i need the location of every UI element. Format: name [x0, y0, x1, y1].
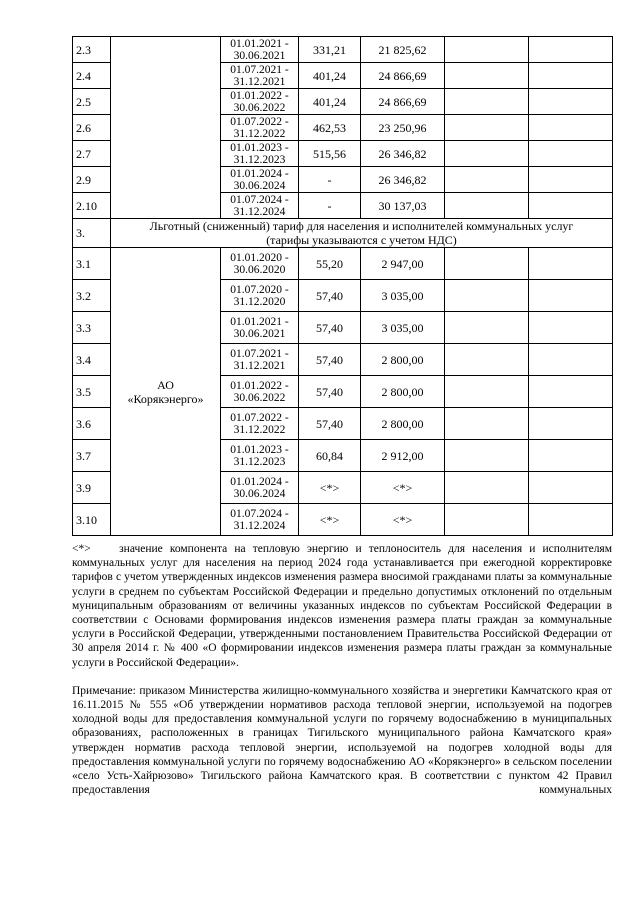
- tariff-value-2: 24 866,69: [361, 89, 445, 115]
- empty-cell: [445, 376, 529, 408]
- period-start: 01.07.2020 -: [230, 283, 289, 296]
- period-cell: [221, 344, 299, 376]
- empty-cell: [445, 37, 529, 63]
- period-start: 01.01.2024 -: [230, 475, 289, 488]
- empty-cell: [529, 193, 613, 219]
- organization-cell: [111, 248, 221, 536]
- empty-cell: [445, 63, 529, 89]
- tariff-value-2: <*>: [361, 504, 445, 536]
- row-number: 3.1: [73, 248, 111, 280]
- period-end: 31.12.2022: [233, 423, 286, 436]
- period-end: 31.12.2020: [233, 295, 286, 308]
- empty-cell: [445, 472, 529, 504]
- footnote: [72, 542, 612, 670]
- empty-cell: [445, 141, 529, 167]
- period-start: 01.01.2023 -: [230, 443, 289, 456]
- tariff-value-2: 3 035,00: [361, 280, 445, 312]
- period-end: 31.12.2021: [233, 359, 286, 372]
- tariff-value-2: 26 346,82: [361, 167, 445, 193]
- tariff-value-2: 3 035,00: [361, 312, 445, 344]
- row-number: 3.6: [73, 408, 111, 440]
- organization-name-line2: «Корякэнерго»: [127, 391, 204, 406]
- row-number: 3.9: [73, 472, 111, 504]
- tariff-value-2: 24 866,69: [361, 63, 445, 89]
- empty-cell: [529, 63, 613, 89]
- tariff-value-1: -: [299, 193, 361, 219]
- period-start: 01.01.2021 -: [230, 37, 289, 50]
- empty-cell: [445, 408, 529, 440]
- period-end: 30.06.2021: [233, 49, 286, 62]
- empty-cell: [529, 408, 613, 440]
- period-start: 01.07.2024 -: [230, 193, 289, 206]
- document-page: [72, 36, 612, 797]
- period-start: 01.01.2022 -: [230, 379, 289, 392]
- tariff-value-1: 57,40: [299, 280, 361, 312]
- period-start: 01.01.2022 -: [230, 89, 289, 102]
- tariff-value-1: -: [299, 167, 361, 193]
- empty-cell: [529, 504, 613, 536]
- organization-cell: [111, 37, 221, 219]
- row-number: 2.5: [73, 89, 111, 115]
- row-number: 3.5: [73, 376, 111, 408]
- empty-cell: [529, 167, 613, 193]
- period-start: 01.01.2023 -: [230, 141, 289, 154]
- tariff-value-2: <*>: [361, 472, 445, 504]
- tariff-value-2: 2 800,00: [361, 344, 445, 376]
- tariff-value-1: <*>: [299, 504, 361, 536]
- organization-name-line1: АО: [157, 377, 174, 392]
- empty-cell: [529, 280, 613, 312]
- period-start: 01.07.2021 -: [230, 63, 289, 76]
- period-end: 31.12.2024: [233, 205, 286, 218]
- notes-section: [72, 542, 612, 797]
- period-start: 01.07.2021 -: [230, 347, 289, 360]
- tariff-value-1: <*>: [299, 472, 361, 504]
- period-end: 30.06.2024: [233, 179, 286, 192]
- tariff-table: [72, 36, 613, 536]
- remark-paragraph: Примечание: приказом Министерства жилищно-коммунального хозяйства и энергетики Камчатского края от 16.11.2015 № 555 «Об утверждении нормативов расхода тепловой энергии, используемой на подогрев холодной воды для предоставления коммунальной услуги по горячему водоснабжению в муниципальных образованиях, расположенных в границах Тигильского муниципального района Камчатского края» утвержден норматив расхода тепловой энергии, используемой на подогрев холодной воды для предоставления коммунальной услуги по горячему водоснабжению АО «Корякэнерго» в сельском поселении «село Усть-Хайрюзово» Тигильского района Камчатского края. В соответствии с пунктом 42 Правил предоставления коммунальных: [72, 684, 612, 797]
- period-cell: [221, 63, 299, 89]
- tariff-value-1: 515,56: [299, 141, 361, 167]
- period-cell: [221, 504, 299, 536]
- empty-cell: [445, 89, 529, 115]
- period-end: 30.06.2020: [233, 263, 286, 276]
- tariff-value-2: 26 346,82: [361, 141, 445, 167]
- empty-cell: [529, 376, 613, 408]
- period-cell: [221, 141, 299, 167]
- empty-cell: [445, 280, 529, 312]
- row-number: 2.9: [73, 167, 111, 193]
- empty-cell: [445, 167, 529, 193]
- period-end: 31.12.2022: [233, 127, 286, 140]
- period-end: 30.06.2022: [233, 391, 286, 404]
- row-number: 2.6: [73, 115, 111, 141]
- tariff-value-1: 57,40: [299, 408, 361, 440]
- period-end: 31.12.2023: [233, 153, 286, 166]
- empty-cell: [445, 504, 529, 536]
- period-end: 31.12.2024: [233, 519, 286, 532]
- period-cell: [221, 376, 299, 408]
- empty-cell: [529, 115, 613, 141]
- tariff-value-1: 331,21: [299, 37, 361, 63]
- row-number: 2.4: [73, 63, 111, 89]
- section-number: 3.: [73, 219, 111, 248]
- empty-cell: [529, 37, 613, 63]
- period-cell: [221, 115, 299, 141]
- period-cell: [221, 37, 299, 63]
- tariff-value-2: 2 947,00: [361, 248, 445, 280]
- empty-cell: [445, 193, 529, 219]
- period-cell: [221, 248, 299, 280]
- section-title: Льготный (сниженный) тариф для населения и исполнителей коммунальных услуг (тарифы указываются с учетом НДС): [111, 219, 613, 248]
- period-start: 01.01.2021 -: [230, 315, 289, 328]
- tariff-value-2: 2 800,00: [361, 376, 445, 408]
- period-cell: [221, 89, 299, 115]
- row-number: 3.7: [73, 440, 111, 472]
- row-number: 3.4: [73, 344, 111, 376]
- table-row: [73, 248, 613, 280]
- footnote-text: значение компонента на тепловую энергию и теплоноситель для населения и исполнителям коммунальных услуг для населения на период 2024 года устанавливается при ежегодной корректировке тарифов с учетом утвержденных индексов изменения размера вносимой гражданами платы за коммунальные услуги в среднем по субъектам Российской Федерации и предельно допустимых отклонений по отдельным муниципальным образованиям от величины указанных индексов по субъектам Российской Федерации в соответствии с Основами формирования индексов изменения размера платы граждан за коммунальные услуги в Российской Федерации, утвержденными постановлением Правительства Российской Федерации от 30 апреля 2014 г. № 400 «О формировании индексов изменения размера платы граждан за коммунальные услуги в Российской Федерации».: [72, 543, 612, 669]
- row-number: 2.10: [73, 193, 111, 219]
- tariff-value-1: 60,84: [299, 440, 361, 472]
- period-cell: [221, 472, 299, 504]
- period-cell: [221, 408, 299, 440]
- footnote-mark: <*>: [72, 543, 91, 555]
- period-end: 31.12.2023: [233, 455, 286, 468]
- empty-cell: [529, 89, 613, 115]
- empty-cell: [529, 472, 613, 504]
- table-row: [73, 37, 613, 63]
- empty-cell: [529, 344, 613, 376]
- empty-cell: [529, 312, 613, 344]
- tariff-value-1: 401,24: [299, 63, 361, 89]
- tariff-value-1: 55,20: [299, 248, 361, 280]
- empty-cell: [529, 141, 613, 167]
- period-end: 30.06.2021: [233, 327, 286, 340]
- period-end: 31.12.2021: [233, 75, 286, 88]
- tariff-value-2: 23 250,96: [361, 115, 445, 141]
- row-number: 3.10: [73, 504, 111, 536]
- period-cell: [221, 167, 299, 193]
- empty-cell: [445, 248, 529, 280]
- period-start: 01.01.2024 -: [230, 167, 289, 180]
- tariff-value-1: 462,53: [299, 115, 361, 141]
- period-cell: [221, 312, 299, 344]
- period-start: 01.07.2022 -: [230, 411, 289, 424]
- period-cell: [221, 280, 299, 312]
- empty-cell: [445, 440, 529, 472]
- period-cell: [221, 193, 299, 219]
- empty-cell: [445, 344, 529, 376]
- period-start: 01.01.2020 -: [230, 251, 289, 264]
- empty-cell: [529, 440, 613, 472]
- row-number: 3.2: [73, 280, 111, 312]
- row-number: 2.3: [73, 37, 111, 63]
- period-end: 30.06.2024: [233, 487, 286, 500]
- empty-cell: [445, 115, 529, 141]
- tariff-value-1: 401,24: [299, 89, 361, 115]
- row-number: 2.7: [73, 141, 111, 167]
- section-header-row: [73, 219, 613, 248]
- empty-cell: [529, 248, 613, 280]
- tariff-value-2: 2 800,00: [361, 408, 445, 440]
- empty-cell: [445, 312, 529, 344]
- tariff-value-1: 57,40: [299, 344, 361, 376]
- period-end: 30.06.2022: [233, 101, 286, 114]
- tariff-value-1: 57,40: [299, 312, 361, 344]
- tariff-value-2: 2 912,00: [361, 440, 445, 472]
- period-cell: [221, 440, 299, 472]
- tariff-value-2: 30 137,03: [361, 193, 445, 219]
- row-number: 3.3: [73, 312, 111, 344]
- period-start: 01.07.2024 -: [230, 507, 289, 520]
- tariff-value-1: 57,40: [299, 376, 361, 408]
- period-start: 01.07.2022 -: [230, 115, 289, 128]
- tariff-value-2: 21 825,62: [361, 37, 445, 63]
